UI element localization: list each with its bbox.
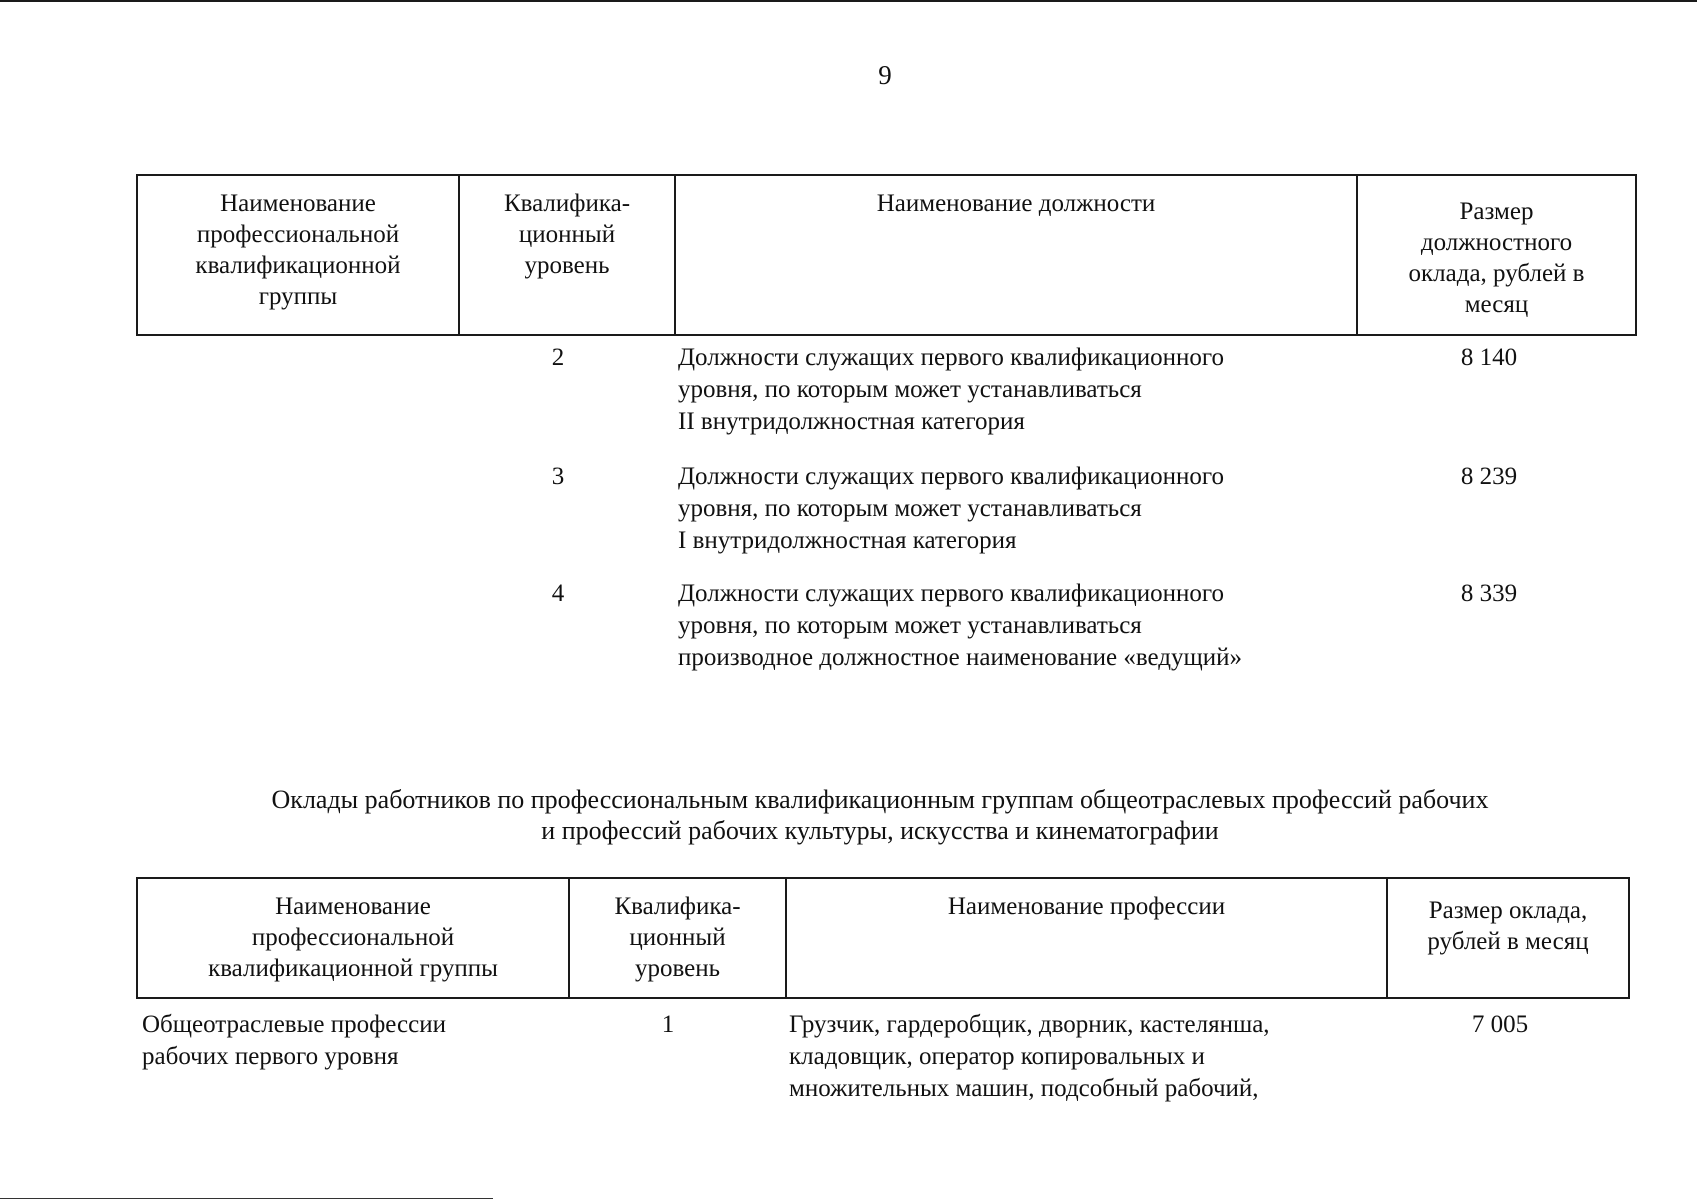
header-line: Размер оклада,: [1428, 897, 1588, 924]
table1-header-position: [674, 176, 1356, 334]
text-line: уровня, по которым может устанавливаться: [678, 376, 1142, 403]
text-line: рабочих первого уровня: [142, 1043, 399, 1070]
salary-value: 8 339: [1460, 580, 1518, 607]
header-line: Наименование должности: [876, 190, 1156, 217]
section-title: [0, 784, 1697, 846]
text-line: I внутридолжностная категория: [678, 527, 1017, 554]
page-number: 9: [878, 60, 892, 90]
text-line: уровня, по которым может устанавливаться: [678, 495, 1142, 522]
header-line: ционный: [518, 221, 616, 248]
header-line: оклада, рублей в: [1408, 260, 1585, 287]
salary-value: 7 005: [1471, 1011, 1529, 1038]
text-line: производное должностное наименование «ведущий»: [678, 644, 1242, 671]
header-line: месяц: [1464, 291, 1529, 318]
top-rule: [0, 0, 1697, 2]
bottom-rule: [0, 1198, 493, 1199]
table1-header-group: [138, 176, 458, 334]
table2-header-level: [568, 879, 785, 997]
qualification-level: 4: [551, 580, 565, 607]
table-row: [0, 342, 1697, 442]
header-line: квалификационной: [195, 252, 401, 279]
section-title-line: Оклады работников по профессиональным квалификационным группам общеотраслевых профессий рабочих: [271, 785, 1489, 814]
table-row: [0, 461, 1697, 561]
table-row: [0, 578, 1697, 678]
table1-header-salary: [1356, 176, 1635, 334]
header-line: ционный: [629, 924, 726, 951]
table2-header-group: [138, 879, 568, 997]
position-name: [678, 461, 1358, 557]
header-line: группы: [258, 283, 338, 310]
text-line: Должности служащих первого квалификационного: [678, 580, 1224, 607]
salary-value: 8 140: [1460, 344, 1518, 371]
table1-header: [136, 174, 1637, 336]
group-name: [142, 1009, 562, 1073]
header-line: Квалифика-: [503, 190, 631, 217]
header-line: Квалифика-: [614, 893, 741, 920]
header-line: Наименование профессии: [947, 893, 1226, 920]
header-line: Наименование: [220, 190, 376, 217]
header-line: Наименование: [275, 893, 431, 920]
qualification-level: 1: [661, 1011, 675, 1038]
table-row: [0, 1009, 1697, 1119]
header-line: Размер: [1459, 198, 1534, 225]
text-line: Должности служащих первого квалификационного: [678, 463, 1224, 490]
text-line: Грузчик, гардеробщик, дворник, кастелянша,: [789, 1011, 1270, 1038]
position-name: [678, 578, 1378, 674]
text-line: II внутридолжностная категория: [678, 408, 1025, 435]
table2-header-salary: [1386, 879, 1628, 997]
table2-header: [136, 877, 1630, 999]
header-line: уровень: [634, 955, 721, 982]
header-line: уровень: [524, 252, 610, 279]
qualification-level: 3: [551, 463, 565, 490]
text-line: кладовщик, оператор копировальных и: [789, 1043, 1205, 1070]
text-line: Должности служащих первого квалификационного: [678, 344, 1224, 371]
header-line: профессиональной: [251, 924, 455, 951]
header-line: квалификационной группы: [208, 955, 498, 982]
position-name: [678, 342, 1358, 438]
profession-names: [789, 1009, 1349, 1105]
section-title-line: и профессий рабочих культуры, искусства и кинематографии: [541, 816, 1219, 845]
salary-value: 8 239: [1460, 463, 1518, 490]
text-line: уровня, по которым может устанавливаться: [678, 612, 1142, 639]
table2-header-profession: [785, 879, 1386, 997]
text-line: множительных машин, подсобный рабочий,: [789, 1075, 1259, 1102]
header-line: профессиональной: [196, 221, 400, 248]
qualification-level: 2: [551, 344, 565, 371]
text-line: Общеотраслевые профессии: [142, 1011, 446, 1038]
header-line: рублей в месяц: [1427, 928, 1589, 955]
table1-header-level: [458, 176, 674, 334]
header-line: должностного: [1420, 229, 1573, 256]
